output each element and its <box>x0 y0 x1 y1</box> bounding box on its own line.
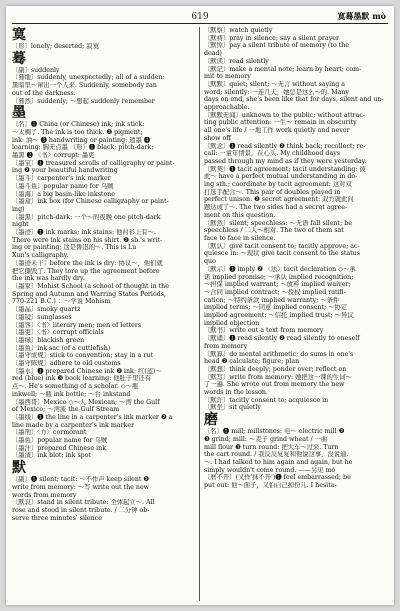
entry-line: 〔默契〕❶ tacit agreement; tacit understanding: 彼 <box>204 165 366 173</box>
dictionary-page <box>6 6 394 605</box>
entry-line: 〔默认〕give tacit consent to; tacitly approve; ac- <box>204 242 360 250</box>
entry-line: 〔默悼〕pay a silent tribute of memory (to the <box>204 42 350 50</box>
entry-line: 题达成了～. The two sides had a secret agree- <box>204 204 348 212</box>
entry-line: 〔默许〕tacitly consent to; acquiesce in <box>204 396 329 404</box>
headword-char: 寞 <box>12 27 26 43</box>
entry-line: mit to memory <box>204 73 251 81</box>
headword-char: 默 <box>12 460 26 477</box>
entry-line: 〔默书〕write out a text from memory <box>204 327 324 335</box>
entry-line: 〔墨守陈规〕adhere to old customs <box>12 360 121 368</box>
entry-line: 〔墨渍〕ink blot; ink spot <box>12 452 92 460</box>
entry-line: face to face in silence. <box>204 234 276 242</box>
entry-line: 打选手配合～. This pair of doubles played in <box>204 188 341 196</box>
entry-line: ink: 油～ ❸ handwriting or painting: 遗墨 ❹ <box>12 136 151 144</box>
entry-line: head ❷ calculate; figure; plan <box>204 358 300 366</box>
entry-line: ～合同 implied contract; ～授权 implied ratifi- <box>204 288 346 296</box>
entry-line: words from memory <box>12 491 77 499</box>
headword-char: 墨 <box>12 105 26 122</box>
entry-line: quo <box>204 258 216 266</box>
entry-line: show off <box>204 134 231 142</box>
entry-line: Xun's calligraphy. <box>12 252 69 260</box>
entry-line: 〔墨水〕❶ prepared Chinese ink ❷ ink: 红(蓝)～ <box>12 367 162 375</box>
entry-line: words in the lesson. <box>204 389 268 397</box>
entry-line: 〔墨盒〕ink box (for Chinese calligraphy or paint- <box>12 198 169 206</box>
entry-line: the cart round. / 我反反复复和他说这事，没说通. <box>204 451 349 459</box>
entry-line: speechless / 二人～相对. The two of them sat <box>204 227 344 235</box>
entry-line: 〔墨鱼〕ink sac (of a cuttlefish) <box>12 344 111 352</box>
entry-line: rose and stood in silent tribute. / 二分钟 ob- <box>12 506 150 514</box>
entry-line: days on end, she's been like that for days, silent and un- <box>204 96 384 104</box>
entry-line: 〔副〕❶ silent; tacit: ～不作声 keep silent ❷ <box>12 476 150 484</box>
headword-char: 蓦 <box>12 50 26 67</box>
entry-line: mill flour ❸ turn round: 把大车～过来. Turn <box>204 443 339 451</box>
entry-line: 〔磨不开〕(又作'抹不开')❶ feel embarrassed; be <box>204 474 351 482</box>
entry-line: 此～ have a perfect mutual understanding in do- <box>204 173 358 181</box>
entry-headword <box>12 107 196 120</box>
entry-line: 〔墨西哥〕Mexico ◇～人 Mexican; ～湾 the Gulf <box>12 398 160 406</box>
entry-line: ～. I had talked to him again and again, but he <box>204 458 353 466</box>
entry-line: all one's life / 一地工作 work quietly and never <box>204 127 350 135</box>
entry-line: 〔默默无闻〕unknown to the public; without attrac- <box>204 111 366 119</box>
header-rule <box>12 23 388 24</box>
column-divider <box>199 27 200 601</box>
entry-line: 〔形〕lonely; deserted; 寂寞 <box>12 43 99 50</box>
entry-line: ～太稠了. The ink is too thick. ❷ pigment; <box>12 128 143 136</box>
entry-line: 〔墨晶〕smoky quartz <box>12 306 81 314</box>
page-number: 619 <box>191 12 209 22</box>
entry-line: 〔名〕❶ mill; millstones: 电～ electric mill ❷ <box>204 428 345 436</box>
entry-line: line made by a carpenter's ink marker <box>12 421 135 429</box>
entry-headword <box>12 462 196 475</box>
entry-line: ing) <box>12 205 25 213</box>
entry-line: of Mexico; ～湾流 the Gulf Stream <box>12 406 120 414</box>
entry-line: ment on this question. <box>204 211 276 219</box>
entry-line: 〔墨镜〕sunglasses <box>12 313 72 321</box>
right-column <box>204 27 388 603</box>
entry-line: 〔墨斗鱼〕popular name for 乌贼 <box>12 182 114 190</box>
entry-line: 〔墨迹〕❶ ink marks; ink stains: 他衬衫上有～. <box>12 229 156 237</box>
entry-line: 〔墨海〕a big basin-like inkstone <box>12 190 116 198</box>
page-header <box>6 6 394 24</box>
entry-line: 〔蓦地〕suddenly, unexpectedly; all of a sudden: <box>12 74 165 82</box>
entry-line: 〔墨斗〕carpenter's ink marker <box>12 175 111 183</box>
entry-line: the ink was hardly dry. <box>12 275 85 283</box>
entry-line: ❸ grind; mill: ～麦子 grind wheat / 一曲 <box>204 435 328 443</box>
entry-line: 〔墨鱼〕popular name for 乌贼 <box>12 437 108 445</box>
entry-line: 〔墨家〕Mohist School (a school of thought in the <box>12 282 169 290</box>
entry-line: ～担保 implied warrant; ～放弃 implied waiver; <box>204 281 351 289</box>
entry-line: put out: 他～面子，又怕自己掉份儿. I hesita- <box>204 482 337 490</box>
entry-line: 〔墨迹未干〕before the ink is dry: 协议～，他们就 <box>12 259 163 267</box>
entry-line: cation; ～特约条款 implied warranty; ～条件 <box>204 296 340 304</box>
entry-line: call: 一童年情景，在心头. My childhood days <box>204 150 340 158</box>
entry-line: from memory <box>204 342 248 350</box>
entry-line: 〔名〕❶ China (or Chinese) ink; ink stick: <box>12 121 145 129</box>
entry-line: 墨黑 ❷ 〈书〉corrupt: 墨吏 <box>12 152 95 160</box>
entry-line: 〔默记〕make a mental note; learn by heart; com- <box>204 65 362 73</box>
entry-line: 诺 implied promise; ～承认 implied recognition; <box>204 273 354 281</box>
entry-line: ing or painting; 这是鲁迅的～. This is Lu <box>12 244 137 252</box>
entry-line: 〔默坐〕sit quietly <box>204 404 261 412</box>
entry-line: write from memory: ～写 write out the new <box>12 483 150 491</box>
entry-line: 〔默示〕❶ imply ❷ 〈法〉tacit declaration ◇～承 <box>204 265 356 273</box>
entry-line: quiesce in: ～现状 give tacit consent to the status <box>204 250 360 258</box>
left-column <box>12 27 196 603</box>
entry-headword <box>12 29 196 42</box>
entry-line: dead) <box>204 50 222 58</box>
entry-line: 〔墨绿〕blackish green <box>12 336 85 344</box>
entry-line: out of the darkness. <box>12 89 76 97</box>
entry-line: 〔墨黑〕pitch-dark: 一个～的夜晚 one pitch-dark <box>12 213 161 221</box>
entry-line: learning: 胸无点墨 〔形〕❶ black; pitch-dark; <box>12 144 154 152</box>
entry-line: inkwell; ～瓶 ink bottle; ～台 inkstand <box>12 390 131 398</box>
entry-line: implied objection <box>204 319 260 327</box>
entry-line: 点～. He's something of a scholar. ◇～瓶 <box>12 383 139 391</box>
entry-line: 黑暗里～窜出一个人来. Suddenly, somebody ran <box>12 82 157 90</box>
entry-line: 〔默察〕watch quietly <box>204 27 273 34</box>
entry-line: 〔默读〕read silently <box>204 57 269 65</box>
entry-line: serve three minutes' silence <box>12 514 102 522</box>
entry-line: 〔默念〕❶ read silently ❷ think back; recollect; re- <box>204 142 366 150</box>
entry-line: 〔墨客〕〈书〉literary men; men of letters <box>12 321 142 329</box>
entry-line: 〔默然〕silent; speechless: ～无语 fall silent; be <box>204 219 352 227</box>
entry-line: 〔墨汁〕prepared Chinese ink <box>12 444 107 452</box>
headword-char: 磨 <box>204 412 218 429</box>
entry-line: simply wouldn't come round. ——另见 mó <box>204 466 336 474</box>
entry-line: word; silently: 一连几天，她总是这么～的. Many <box>204 88 349 96</box>
entry-headword <box>204 414 388 427</box>
entry-line: Spring and Autumn and Warring States Periods, <box>12 290 167 298</box>
entry-line: night <box>12 221 29 229</box>
entry-line: 〔默哀〕stand in silent tribute: 全体起立～. All <box>12 499 155 507</box>
entry-line: perfect unison. ❷ secret agreement: 双方就此问 <box>204 196 354 204</box>
entry-line: approachable. <box>204 104 250 112</box>
entry-line: 〔墨守成规〕stick to convention; stay in a rut <box>12 352 153 360</box>
entry-line: red (blue) ink ❸ book learning: 他肚子里还有 <box>12 375 152 383</box>
entry-line: 〔默想〕think deeply; ponder over; reflect on <box>204 365 347 373</box>
entry-line: implied terms; ～同意 implied consent; ～协定 <box>204 304 348 312</box>
entry-line: 〔默默〕quiet; silent; ～无言 without saying a <box>204 80 346 88</box>
entry-line: 〔墨吏〕〈书〉corrupt officials <box>12 329 104 337</box>
entry-line: implied agreement; ～信托 implied trust; ～异议 <box>204 312 354 320</box>
entry-line: ing ❷ your beautiful handwriting <box>12 167 118 175</box>
entry-line: 〔默写〕write from memory: 她把这一课的生词～ <box>204 373 352 381</box>
entry-line: 〔默诵〕❶ read silently ❷ read silently to oneself <box>204 335 360 343</box>
entry-line: 把它撕毁了. They tore up the agreement before <box>12 267 160 275</box>
entry-line: passed through my mind as if they were yesterday. <box>204 157 367 165</box>
entry-line: 了一遍. She wrote out from memory the new <box>204 381 345 389</box>
entry-line: 〔墨宝〕❶ treasured scrolls of calligraphy or paint- <box>12 159 175 167</box>
entry-line: ting public attention: 一生～ remain in obscurity <box>204 119 357 127</box>
entry-line: 〔蓦然〕suddenly; ～想起 suddenly remember <box>12 97 155 105</box>
entry-line: 〔墨线〕❶ the line in a carpenter's ink marker ❷ a <box>12 413 173 421</box>
entry-line: ing sth.; coordinate by tacit agreement: 这对双 <box>204 181 352 189</box>
entry-headword <box>12 50 196 67</box>
entry-line: 770-221 B.C.) ：～学说 Mohism <box>12 298 111 306</box>
entry-line: 〔默算〕do mental arithmetic; do sums in one's <box>204 350 354 358</box>
entry-line: There were ink stains on his shirt. ❷ sb.'s writ- <box>12 236 163 244</box>
entry-line: 〔默祷〕pray in silence; say a silent prayer <box>204 34 339 42</box>
entry-line: 〔墨刑〕〈方〉cormorant <box>12 429 87 437</box>
running-head: 寞蓦墨默 mò <box>337 11 386 21</box>
entry-line: 〔副〕suddenly <box>12 66 60 74</box>
